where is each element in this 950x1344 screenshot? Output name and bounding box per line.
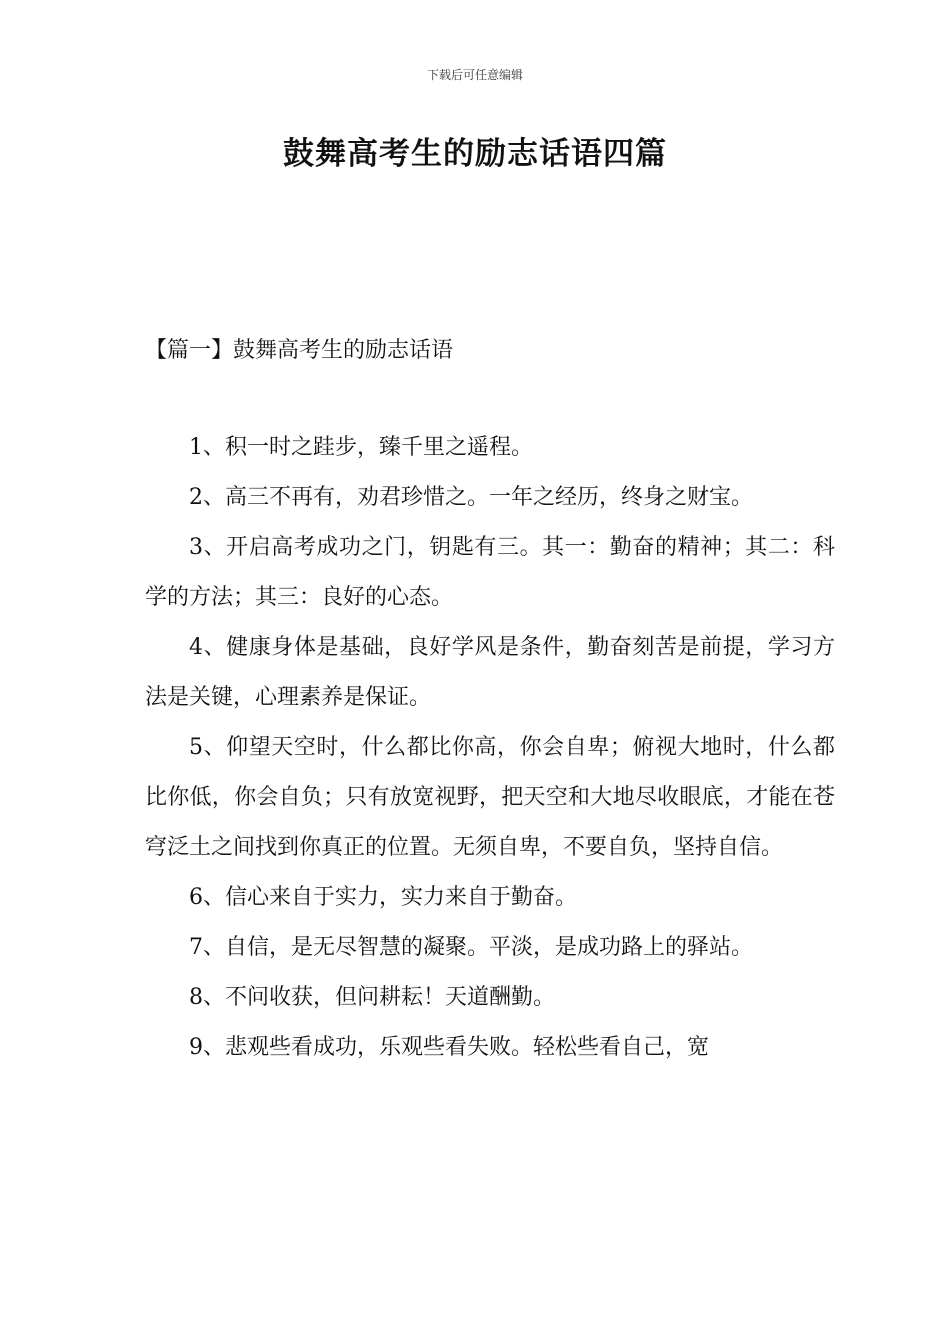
paragraph-8: 8、不问收获，但问耕耘！天道酬勤。	[189, 985, 555, 1010]
document-title: 鼓舞高考生的励志话语四篇	[283, 136, 667, 172]
paragraph-6: 6、信心来自于实力，实力来自于勤奋。	[189, 885, 577, 910]
paragraph-4: 4、健康身体是基础，良好学风是条件，勤奋刻苦是前提，学习方法是关键，心理素养是保证。	[145, 635, 835, 710]
paragraph-9: 9、悲观些看成功，乐观些看失败。轻松些看自己，宽	[189, 1035, 709, 1060]
paragraph-2: 2、高三不再有，劝君珍惜之。一年之经历，终身之财宝。	[189, 485, 753, 510]
paragraph-3: 3、开启高考成功之门，钥匙有三。其一：勤奋的精神；其二：科学的方法；其三：良好的心态。	[145, 535, 835, 610]
paragraph-7: 7、自信，是无尽智慧的凝聚。平淡，是成功路上的驿站。	[189, 935, 753, 960]
paragraph-5: 5、仰望天空时，什么都比你高，你会自卑；俯视大地时，什么都比你低，你会自负；只有放宽视野，把天空和大地尽收眼底，才能在苍穹泛土之间找到你真正的位置。无须自卑，不要自负，坚持自信。	[145, 735, 835, 860]
header-note: 下载后可任意编辑	[426, 68, 523, 82]
body-text	[145, 423, 835, 1073]
paragraph-1: 1、积一时之跬步，臻千里之遥程。	[189, 435, 533, 460]
section-heading: 【篇一】鼓舞高考生的励志话语	[145, 338, 454, 363]
